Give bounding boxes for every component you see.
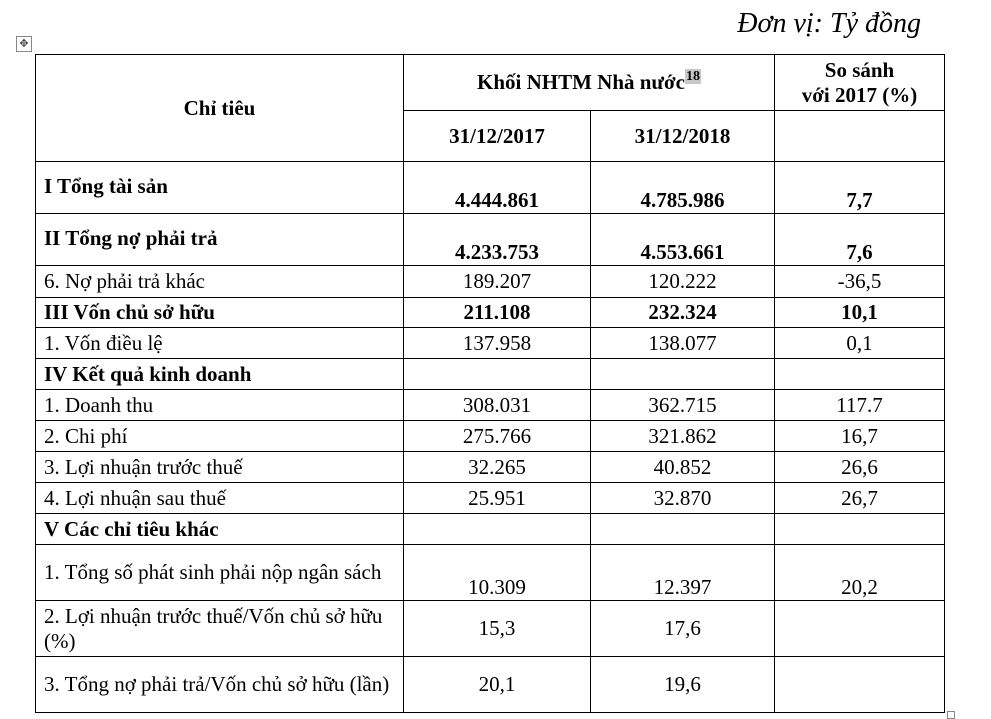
value-2017: 308.031 [404, 390, 591, 421]
table-row [36, 421, 945, 452]
row-label: 1. Doanh thu [36, 390, 404, 421]
table-row [36, 483, 945, 514]
table-row [36, 298, 945, 328]
value-2017: 137.958 [404, 328, 591, 359]
value-pct: 26,7 [775, 483, 945, 514]
header-date-2017: 31/12/2017 [404, 111, 591, 162]
footnote-ref[interactable]: 18 [686, 69, 700, 84]
row-label: V Các chỉ tiêu khác [36, 514, 404, 545]
row-label: 6. Nợ phải trả khác [36, 266, 404, 298]
value-pct: 10,1 [775, 298, 945, 328]
value-2018: 40.852 [591, 452, 775, 483]
table-row [36, 328, 945, 359]
header-date-2018: 31/12/2018 [591, 111, 775, 162]
header-group-text: Khối NHTM Nhà nước [476, 70, 685, 94]
row-label: II Tổng nợ phải trả [36, 214, 404, 266]
value-2018: 17,6 [591, 601, 775, 657]
value-2018: 32.870 [591, 483, 775, 514]
header-indicator: Chỉ tiêu [36, 55, 404, 162]
value-pct [775, 514, 945, 545]
value-pct: 7,7 [775, 162, 945, 214]
value-2018: 232.324 [591, 298, 775, 328]
value-2017: 4.233.753 [404, 214, 591, 266]
value-2017: 25.951 [404, 483, 591, 514]
value-2018 [591, 514, 775, 545]
table-row [36, 359, 945, 390]
table-row [36, 390, 945, 421]
value-pct [775, 657, 945, 713]
row-label: III Vốn chủ sở hữu [36, 298, 404, 328]
financial-table [35, 54, 945, 713]
value-pct: 0,1 [775, 328, 945, 359]
table-row [36, 657, 945, 713]
value-2017: 275.766 [404, 421, 591, 452]
header-row-1 [36, 55, 945, 111]
header-empty [775, 111, 945, 162]
table-row [36, 601, 945, 657]
row-label: 3. Lợi nhuận trước thuế [36, 452, 404, 483]
table-row [36, 214, 945, 266]
table-resize-handle[interactable] [947, 711, 955, 719]
value-pct: 117.7 [775, 390, 945, 421]
value-2017 [404, 514, 591, 545]
unit-label: Đơn vị: Tỷ đồng [737, 8, 921, 39]
value-2018: 138.077 [591, 328, 775, 359]
header-compare-line2: với 2017 (%) [801, 82, 918, 107]
value-2017: 189.207 [404, 266, 591, 298]
table-row [36, 545, 945, 601]
header-group [404, 55, 775, 111]
value-2017: 32.265 [404, 452, 591, 483]
value-pct: 20,2 [775, 545, 945, 601]
value-2018: 120.222 [591, 266, 775, 298]
row-label: IV Kết quả kinh doanh [36, 359, 404, 390]
header-compare [775, 55, 945, 111]
row-label: 2. Chi phí [36, 421, 404, 452]
header-compare-line1: So sánh [824, 57, 895, 82]
value-2018: 362.715 [591, 390, 775, 421]
value-2018 [591, 359, 775, 390]
table-row [36, 266, 945, 298]
value-2017: 20,1 [404, 657, 591, 713]
value-pct [775, 359, 945, 390]
table-row [36, 452, 945, 483]
row-label: 4. Lợi nhuận sau thuế [36, 483, 404, 514]
value-2017 [404, 359, 591, 390]
value-2018: 4.785.986 [591, 162, 775, 214]
row-label: 2. Lợi nhuận trước thuế/Vốn chủ sở hữu (%) [36, 601, 404, 657]
value-pct: 7,6 [775, 214, 945, 266]
row-label: 3. Tổng nợ phải trả/Vốn chủ sở hữu (lần) [36, 657, 404, 713]
value-pct: 26,6 [775, 452, 945, 483]
value-pct [775, 601, 945, 657]
row-label: 1. Vốn điều lệ [36, 328, 404, 359]
value-pct: -36,5 [775, 266, 945, 298]
row-label: 1. Tổng số phát sinh phải nộp ngân sách [36, 545, 404, 601]
value-2017: 10.309 [404, 545, 591, 601]
value-2017: 211.108 [404, 298, 591, 328]
table-row [36, 162, 945, 214]
table-move-handle-icon[interactable]: ✥ [16, 36, 32, 52]
row-label: I Tổng tài sản [36, 162, 404, 214]
value-2017: 4.444.861 [404, 162, 591, 214]
value-2018: 19,6 [591, 657, 775, 713]
value-2017: 15,3 [404, 601, 591, 657]
value-2018: 321.862 [591, 421, 775, 452]
value-2018: 12.397 [591, 545, 775, 601]
value-2018: 4.553.661 [591, 214, 775, 266]
value-pct: 16,7 [775, 421, 945, 452]
table-row [36, 514, 945, 545]
